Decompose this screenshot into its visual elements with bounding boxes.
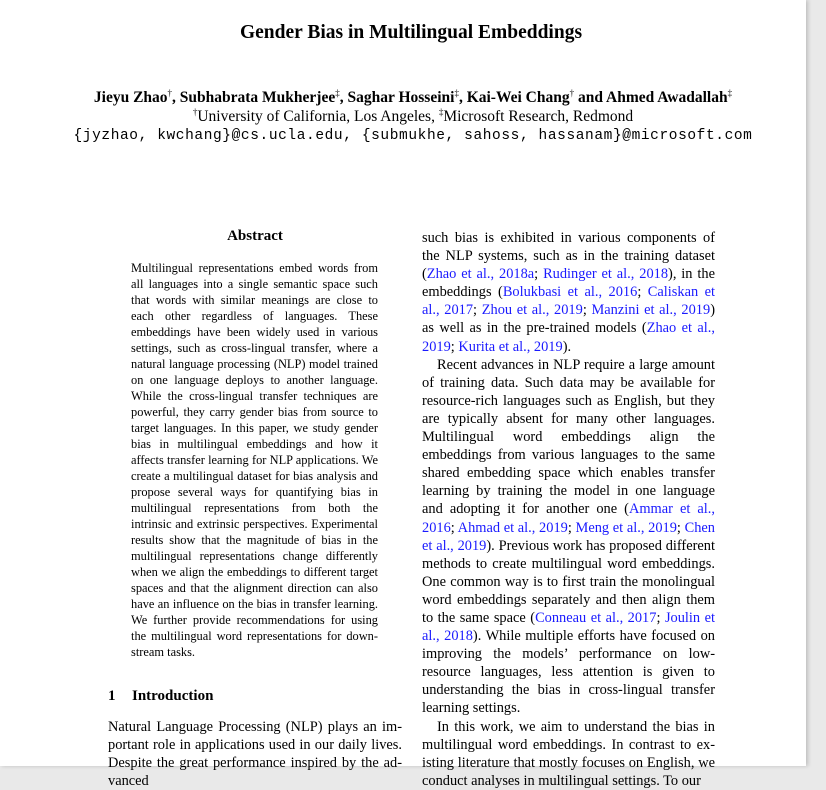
paragraph-this-work: In this work, we aim to understand the bias in multilingual word embeddings. In contrast to existing literature that mostly focuses on English, we conduct analyses in multilingual settings. To our — [422, 718, 715, 789]
paper-title: Gender Bias in Multilingual Embeddings — [239, 22, 583, 43]
affiliation-mark: ‡ — [727, 87, 733, 98]
author-list: Jieyu Zhao†, Subhabrata Mukherjee‡, Saghar Hosseini‡, Kai-Wei Chang† and Ahmed Awadallah‡ — [93, 87, 733, 106]
affiliation-mark: † — [167, 87, 173, 98]
abstract-heading: Abstract — [227, 228, 283, 244]
author-name: Subhabrata Mukherjee — [179, 89, 336, 106]
citation-link[interactable]: Caliskan et al., 2017 — [422, 284, 716, 319]
abstract-body: Multilingual representations embed words from all languages into a single semantic space such that words with similar meanings are close to each other regardless of languages. These embeddings have been widely used in various settings, such as cross-lingual transfer, where a natural language processing (NLP) model trained on one language deploys to another language. While the cross-lingual transfer techniques are powerful, they carry gender bias from source to target languages. In this paper, we study gender bias in multilingual embeddings and how it affects transfer learning for NLP applications. We create a multilingual dataset for bias analysis and propose several ways for quantifying bias in multilingual representations from both the intrinsic and extrinsic perspectives. Experimental results show that the magnitude of bias in the multilingual representations change differently when we align the embeddings to different target spaces and that the alignment direction can also have an influence on the bias in transfer learning. We further provide recommendations for using the multilingual word representations for downstream tasks. — [131, 261, 378, 659]
author-conjunction: and — [577, 89, 603, 106]
author-name: Kai-Wei Chang — [466, 89, 570, 106]
citation-link[interactable]: Kurita et al., 2019 — [458, 338, 563, 355]
affiliation-mark: ‡ — [335, 87, 340, 98]
citation-link[interactable]: Joulin et al., 2018 — [422, 609, 715, 645]
citation-link[interactable]: Bolukbasi et al., 2016 — [502, 284, 638, 301]
affiliation-mark: † — [192, 106, 198, 117]
citation-link[interactable]: Meng et al., 2019 — [575, 519, 677, 536]
citation-link[interactable]: Rudinger et al., 2018 — [543, 266, 669, 283]
affiliation-mark: ‡ — [454, 87, 459, 98]
citation-link[interactable]: Zhao et al., 2018a — [426, 266, 535, 283]
citation-link[interactable]: Zhou et al., 2019 — [481, 302, 583, 319]
citation-link[interactable]: Manzini et al., 2019 — [591, 302, 711, 319]
paragraph-recent-advances: Recent advances in NLP require a large amount of training data. Such data may be available for resource-rich languages such as English, but they are typically absent for many other languages. Multilingual word embeddings align the embeddings from various languages to the same shared embedding space which enables transfer learning by training the model in one language and adopting it for another one (Ammar et al., 2016; Ahmad et al., 2019; Meng et al., 2019; Chen et al., 2019). Previous work has proposed different methods to create multilingual word embeddings. One common way is to first train the monolingual word embeddings separately and then align them to the same space (Conneau et al., 2017; Joulin et al., 2018). While multiple efforts have focused on improving the models’ performance on low-resource languages, less attention is given to understanding the bias in cross-lingual transfer learning settings. — [422, 356, 715, 717]
citation-link[interactable]: Zhao et al., 2019 — [422, 320, 715, 355]
affiliation-mark: ‡ — [438, 106, 444, 117]
citation-link[interactable]: Chen et al., 2019 — [422, 519, 715, 554]
intro-paragraph: Natural Language Processing (NLP) plays an important role in applications used in our daily lives. Despite the great performance inspired by the advanced — [108, 719, 402, 790]
author-name: Ahmed Awadallah — [606, 89, 728, 106]
author-name: Jieyu Zhao — [93, 89, 168, 106]
paragraph-bias-components: such bias is exhibited in various components of the NLP systems, such as in the training dataset (Zhao et al., 2018a; Rudinger et al., 2018), in the embeddings (Bolukbasi et al., 2016; Caliskan et al., 2017; Zhou et al., 2019; Manzini et al., 2019) as well as in the pre-trained models (Zhao et al., 2019; Kurita et al., 2019). — [422, 230, 716, 355]
author-name: Saghar Hosseini — [347, 89, 455, 106]
affiliation-ucla: University of California, Los Angeles, — [197, 108, 439, 125]
citation-link[interactable]: Ammar et al., 2016 — [422, 501, 715, 536]
section-heading-introduction — [108, 688, 213, 705]
citation-link[interactable]: Ahmad et al., 2019 — [457, 519, 568, 536]
affiliation-line — [0, 108, 826, 126]
author-emails: {jyzhao, kwchang}@cs.ucla.edu, {submukhe, sahoss, hassanam}@microsoft.com — [73, 128, 753, 144]
affiliation-microsoft: Microsoft Research, Redmond — [443, 108, 634, 125]
section-title: Introduction — [132, 688, 214, 704]
section-number: 1 — [108, 688, 116, 704]
citation-link[interactable]: Conneau et al., 2017 — [535, 609, 657, 626]
left-column-text — [108, 718, 402, 790]
right-column-text — [422, 229, 715, 790]
affiliation-mark: † — [569, 87, 575, 98]
